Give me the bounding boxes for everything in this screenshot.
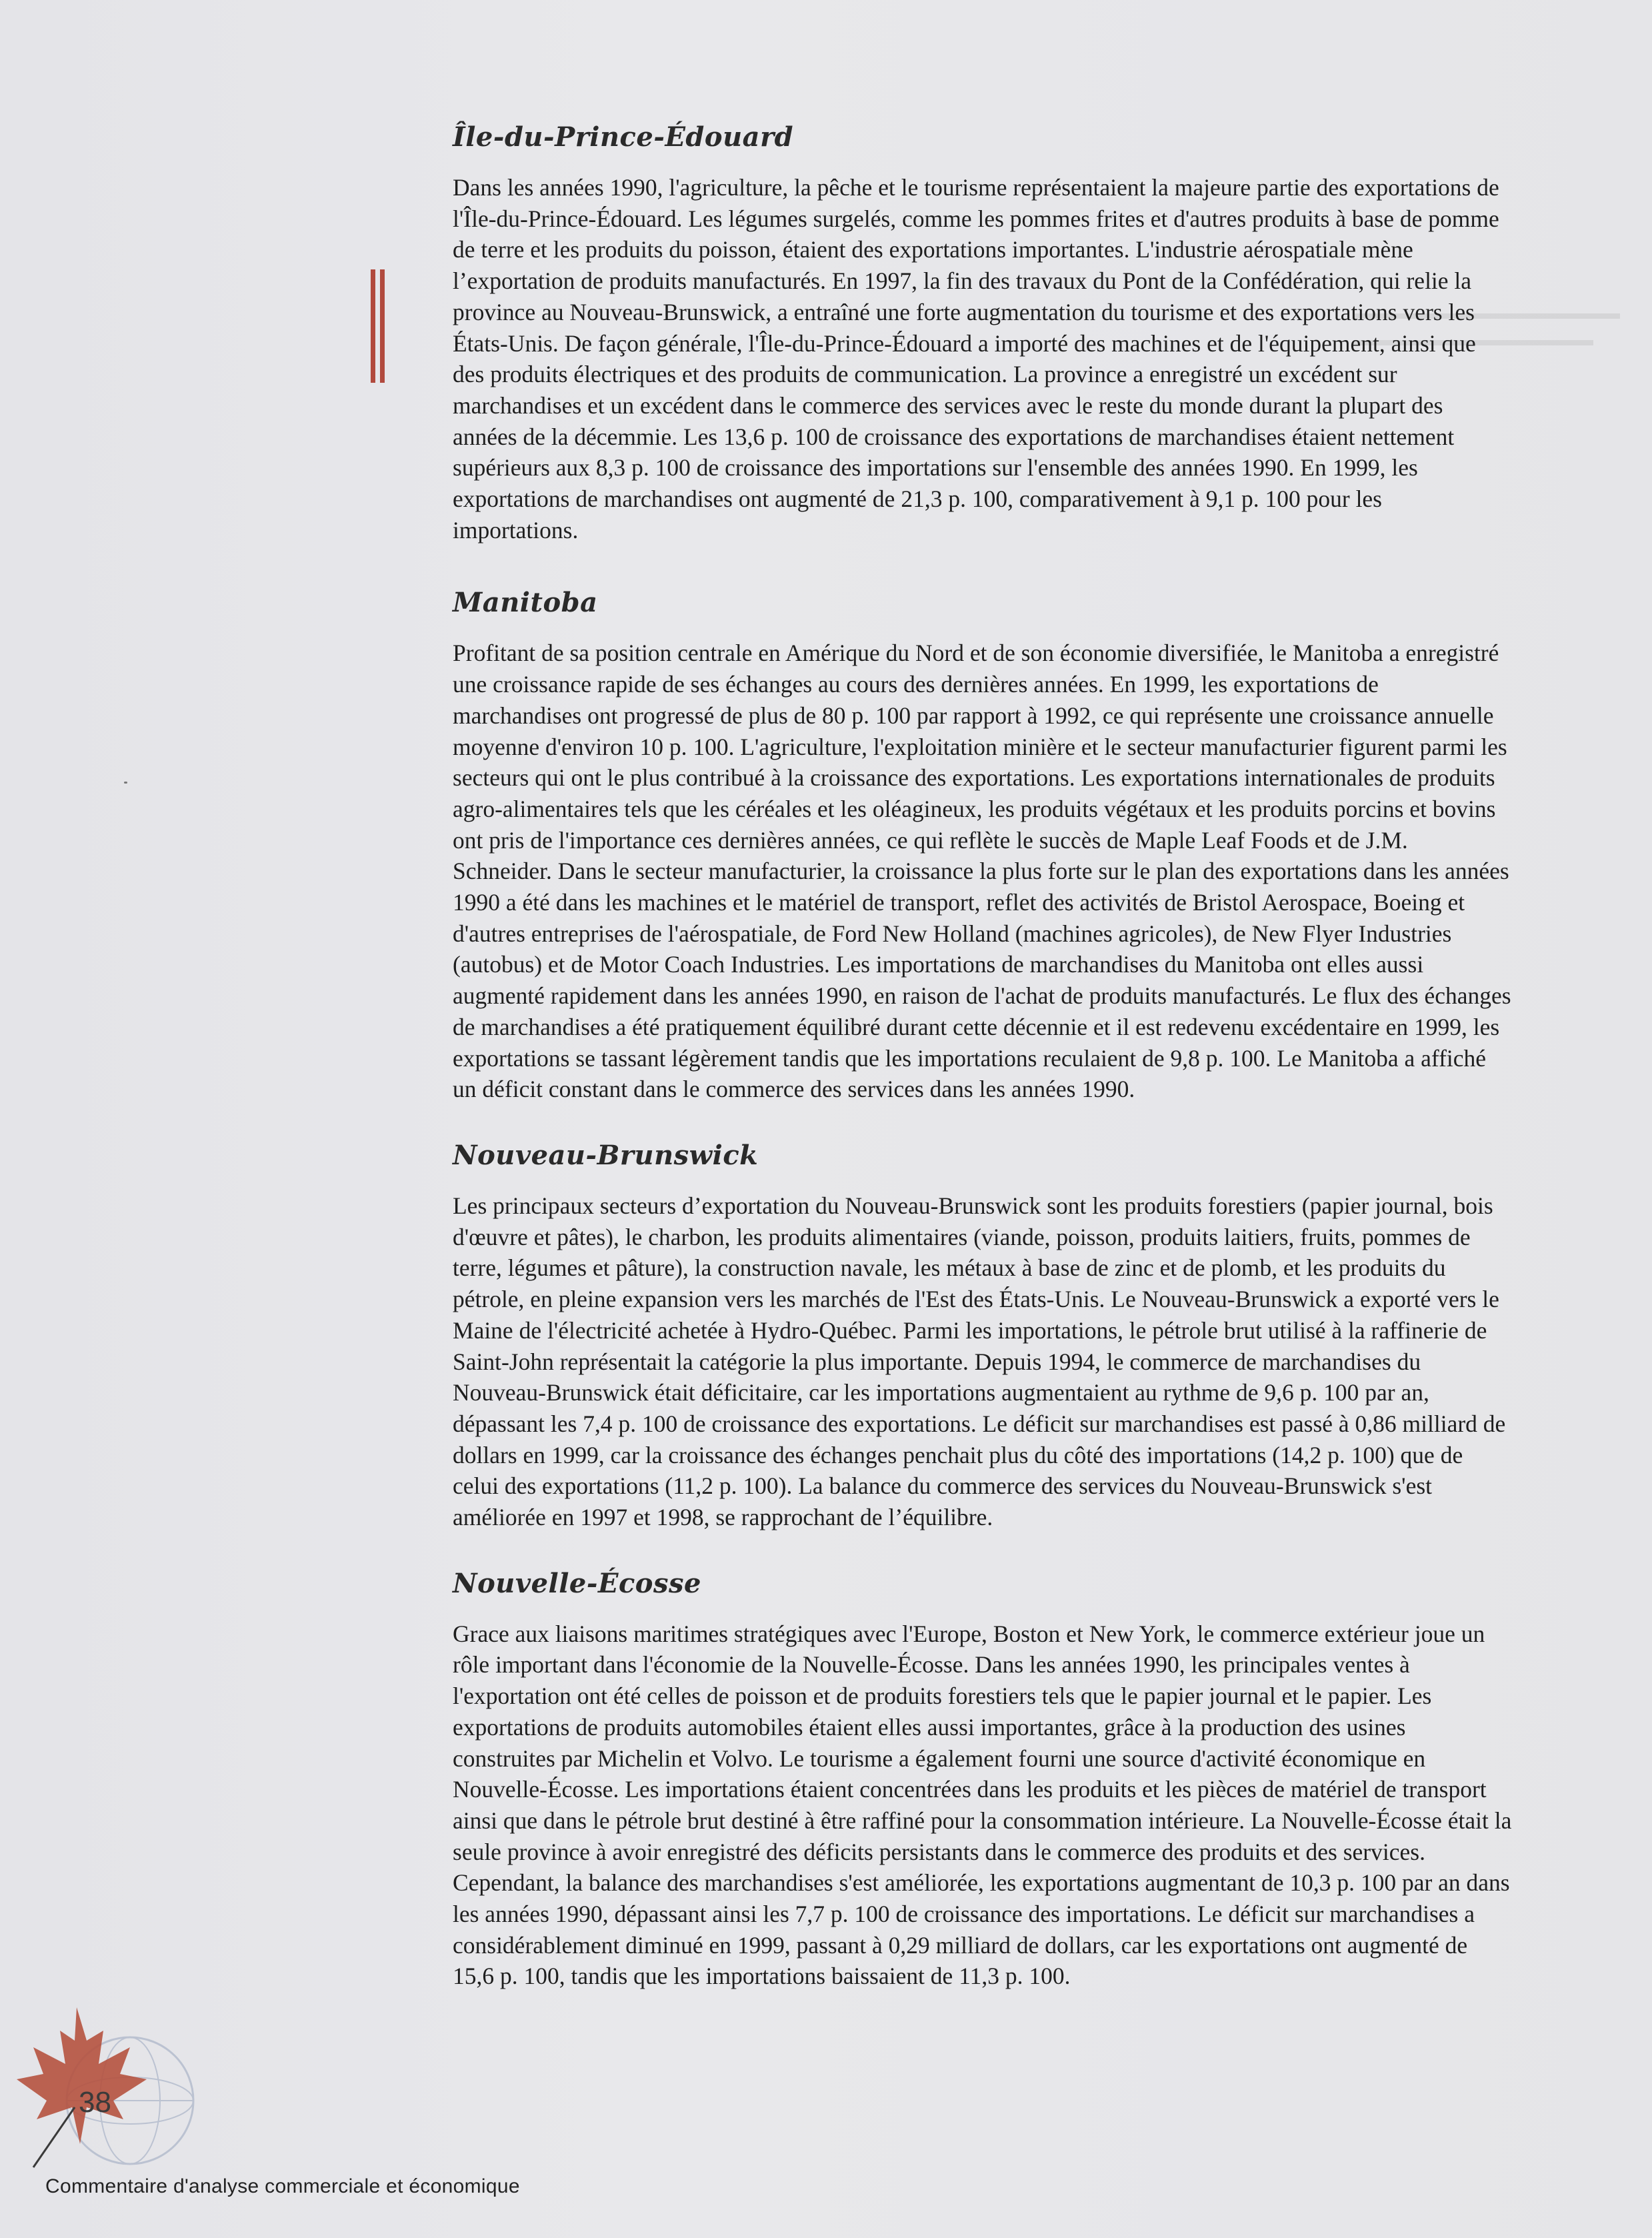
scan-speck [124,782,127,784]
section-heading: Manitoba [453,587,598,619]
publication-title: Commentaire d'analyse commerciale et économique [45,2175,520,2197]
section-heading: Île-du-Prince-Édouard [453,121,794,153]
section-heading: Nouveau-Brunswick [453,1139,759,1171]
accent-bar [380,269,385,383]
section-body: Profitant de sa position centrale en Amérique du Nord et de son économie diversifiée, le Manitoba a enregistré une croissance rapide de ses échanges au cours des dernières années. En 1999, les exportations de marchandises ont progressé de plus de 80 p. 100 par rapport à 1992, ce qui représente une croissance annuelle moyenne d'environ 10 p. 100. L'agriculture, l'exploitation minière et le secteur manufacturier figurent parmi les secteurs qui ont le plus contribué à la croissance des exportations. Les exportations internationales de produits agro-alimentaires tels que les céréales et les oléagineux, les produits végétaux et les produits porcins et bovins ont pris de l'importance ces dernières années, ce qui reflète le succès de Maple Leaf Foods et de J.M. Schneider. Dans le secteur manufacturier, la croissance la plus forte sur le plan des exportations dans les années 1990 a été dans les machines et le matériel de transport, reflet des activités de Bristol Aerospace, Boeing et d'autres entreprises de l'aérospatiale, de Ford New Holland (machines agricoles), de New Flyer Industries (autobus) et de Motor Coach Industries. Les importations de marchandises du Manitoba ont elles aussi augmenté rapidement dans les années 1990, en raison de l'achat de produits manufacturés. Le flux des échanges de marchandises a été pratiquement équilibré durant cette décennie et il est redevenu excédentaire en 1999, les exportations se tassant légèrement tandis que les importations reculaient de 9,8 p. 100. Le Manitoba a affiché un déficit constant dans le commerce des services dans les années 1990. [453,640,1511,1103]
section-manitoba [453,586,1513,1105]
page-number: 38 [79,2086,111,2119]
section-nouveau-brunswick [453,1138,1513,1533]
section-heading: Nouvelle-Écosse [453,1567,701,1599]
section-body: Grace aux liaisons maritimes stratégiques avec l'Europe, Boston et New York, le commerce extérieur joue un rôle important dans l'économie de la Nouvelle-Écosse. Dans les années 1990, les principales ventes à l'exportation ont été celles de poisson et de produits forestiers tels que le papier journal et le papier. Les exportations de produits automobiles étaient elles aussi importantes, grâce à la production des usines construites par Michelin et Volvo. Le tourisme a également fourni une source d'activité économique en Nouvelle-Écosse. Les importations étaient concentrées dans les produits et les pièces de matériel de transport ainsi que dans le pétrole brut destiné à être raffiné pour la consommation intérieure. La Nouvelle-Écosse était la seule province à avoir enregistré des déficits persistants dans le commerce des produits et des services. Cependant, la balance des marchandises s'est améliorée, les exportations augmentant de 10,3 p. 100 par an dans les années 1990, dépassant ainsi les 7,7 p. 100 de croissance des importations. Le déficit sur marchandises a considérablement diminué en 1999, passant à 0,29 milliard de dollars, car les exportations ont augmenté de 15,6 p. 100, tandis que les importations baissaient de 11,3 p. 100. [453,1620,1512,1990]
section-nouvelle-ecosse [453,1566,1513,1992]
accent-bar [371,269,375,383]
section-body: Les principaux secteurs d’exportation du Nouveau-Brunswick sont les produits forestiers (papier journal, bois d'œuvre et pâtes), le charbon, les produits alimentaires (viande, poisson, produits laitiers, fruits, pommes de terre, légumes et pâture), la construction navale, les métaux à base de zinc et de plomb, et les produits du pétrole, en pleine expansion vers les marchés de l'Est des États-Unis. Le Nouveau-Brunswick a exporté vers le Maine de l'électricité achetée à Hydro-Québec. Parmi les importations, le pétrole brut utilisé à la raffinerie de Saint-John représentait la catégorie la plus importante. Depuis 1994, le commerce de marchandises du Nouveau-Brunswick était déficitaire, car les importations augmentaient au rythme de 9,6 p. 100 par an, dépassant les 7,4 p. 100 de croissance des exportations. Le déficit sur marchandises est passé à 0,86 milliard de dollars en 1999, car la croissance des échanges penchait plus du côté des importations (14,2 p. 100) que de celui des exportations (11,2 p. 100). La balance du commerce des services du Nouveau-Brunswick s'est améliorée en 1997 et 1998, se rapprochant de l’équilibre. [453,1192,1506,1531]
section-ile-du-prince-edouard [453,120,1513,545]
main-content [453,120,1513,1992]
section-body: Dans les années 1990, l'agriculture, la pêche et le tourisme représentaient la majeure partie des exportations de l'Île-du-Prince-Édouard. Les légumes surgelés, comme les pommes frites et d'autres produits à base de pomme de terre et les produits du poisson, étaient des exportations importantes. L'industrie aérospatiale mène l’exportation de produits manufacturés. En 1997, la fin des travaux du Pont de la Confédération, qui relie la province au Nouveau-Brunswick, a entraîné une forte augmentation du tourisme et des exportations vers les États-Unis. De façon générale, l'Île-du-Prince-Édouard a importé des machines et de l'équipement, ainsi que des produits électriques et des produits de communication. La province a enregistré un excédent sur marchandises et un excédent dans le commerce des services avec le reste du monde durant la plupart des années de la décemmie. Les 13,6 p. 100 de croissance des exportations de marchandises étaient nettement supérieurs aux 8,3 p. 100 de croissance des importations sur l'ensemble des années 1990. En 1999, les exportations de marchandises ont augmenté de 21,3 p. 100, comparativement à 9,1 p. 100 pour les importations. [453,174,1499,543]
maple-leaf-icon [13,2001,213,2174]
